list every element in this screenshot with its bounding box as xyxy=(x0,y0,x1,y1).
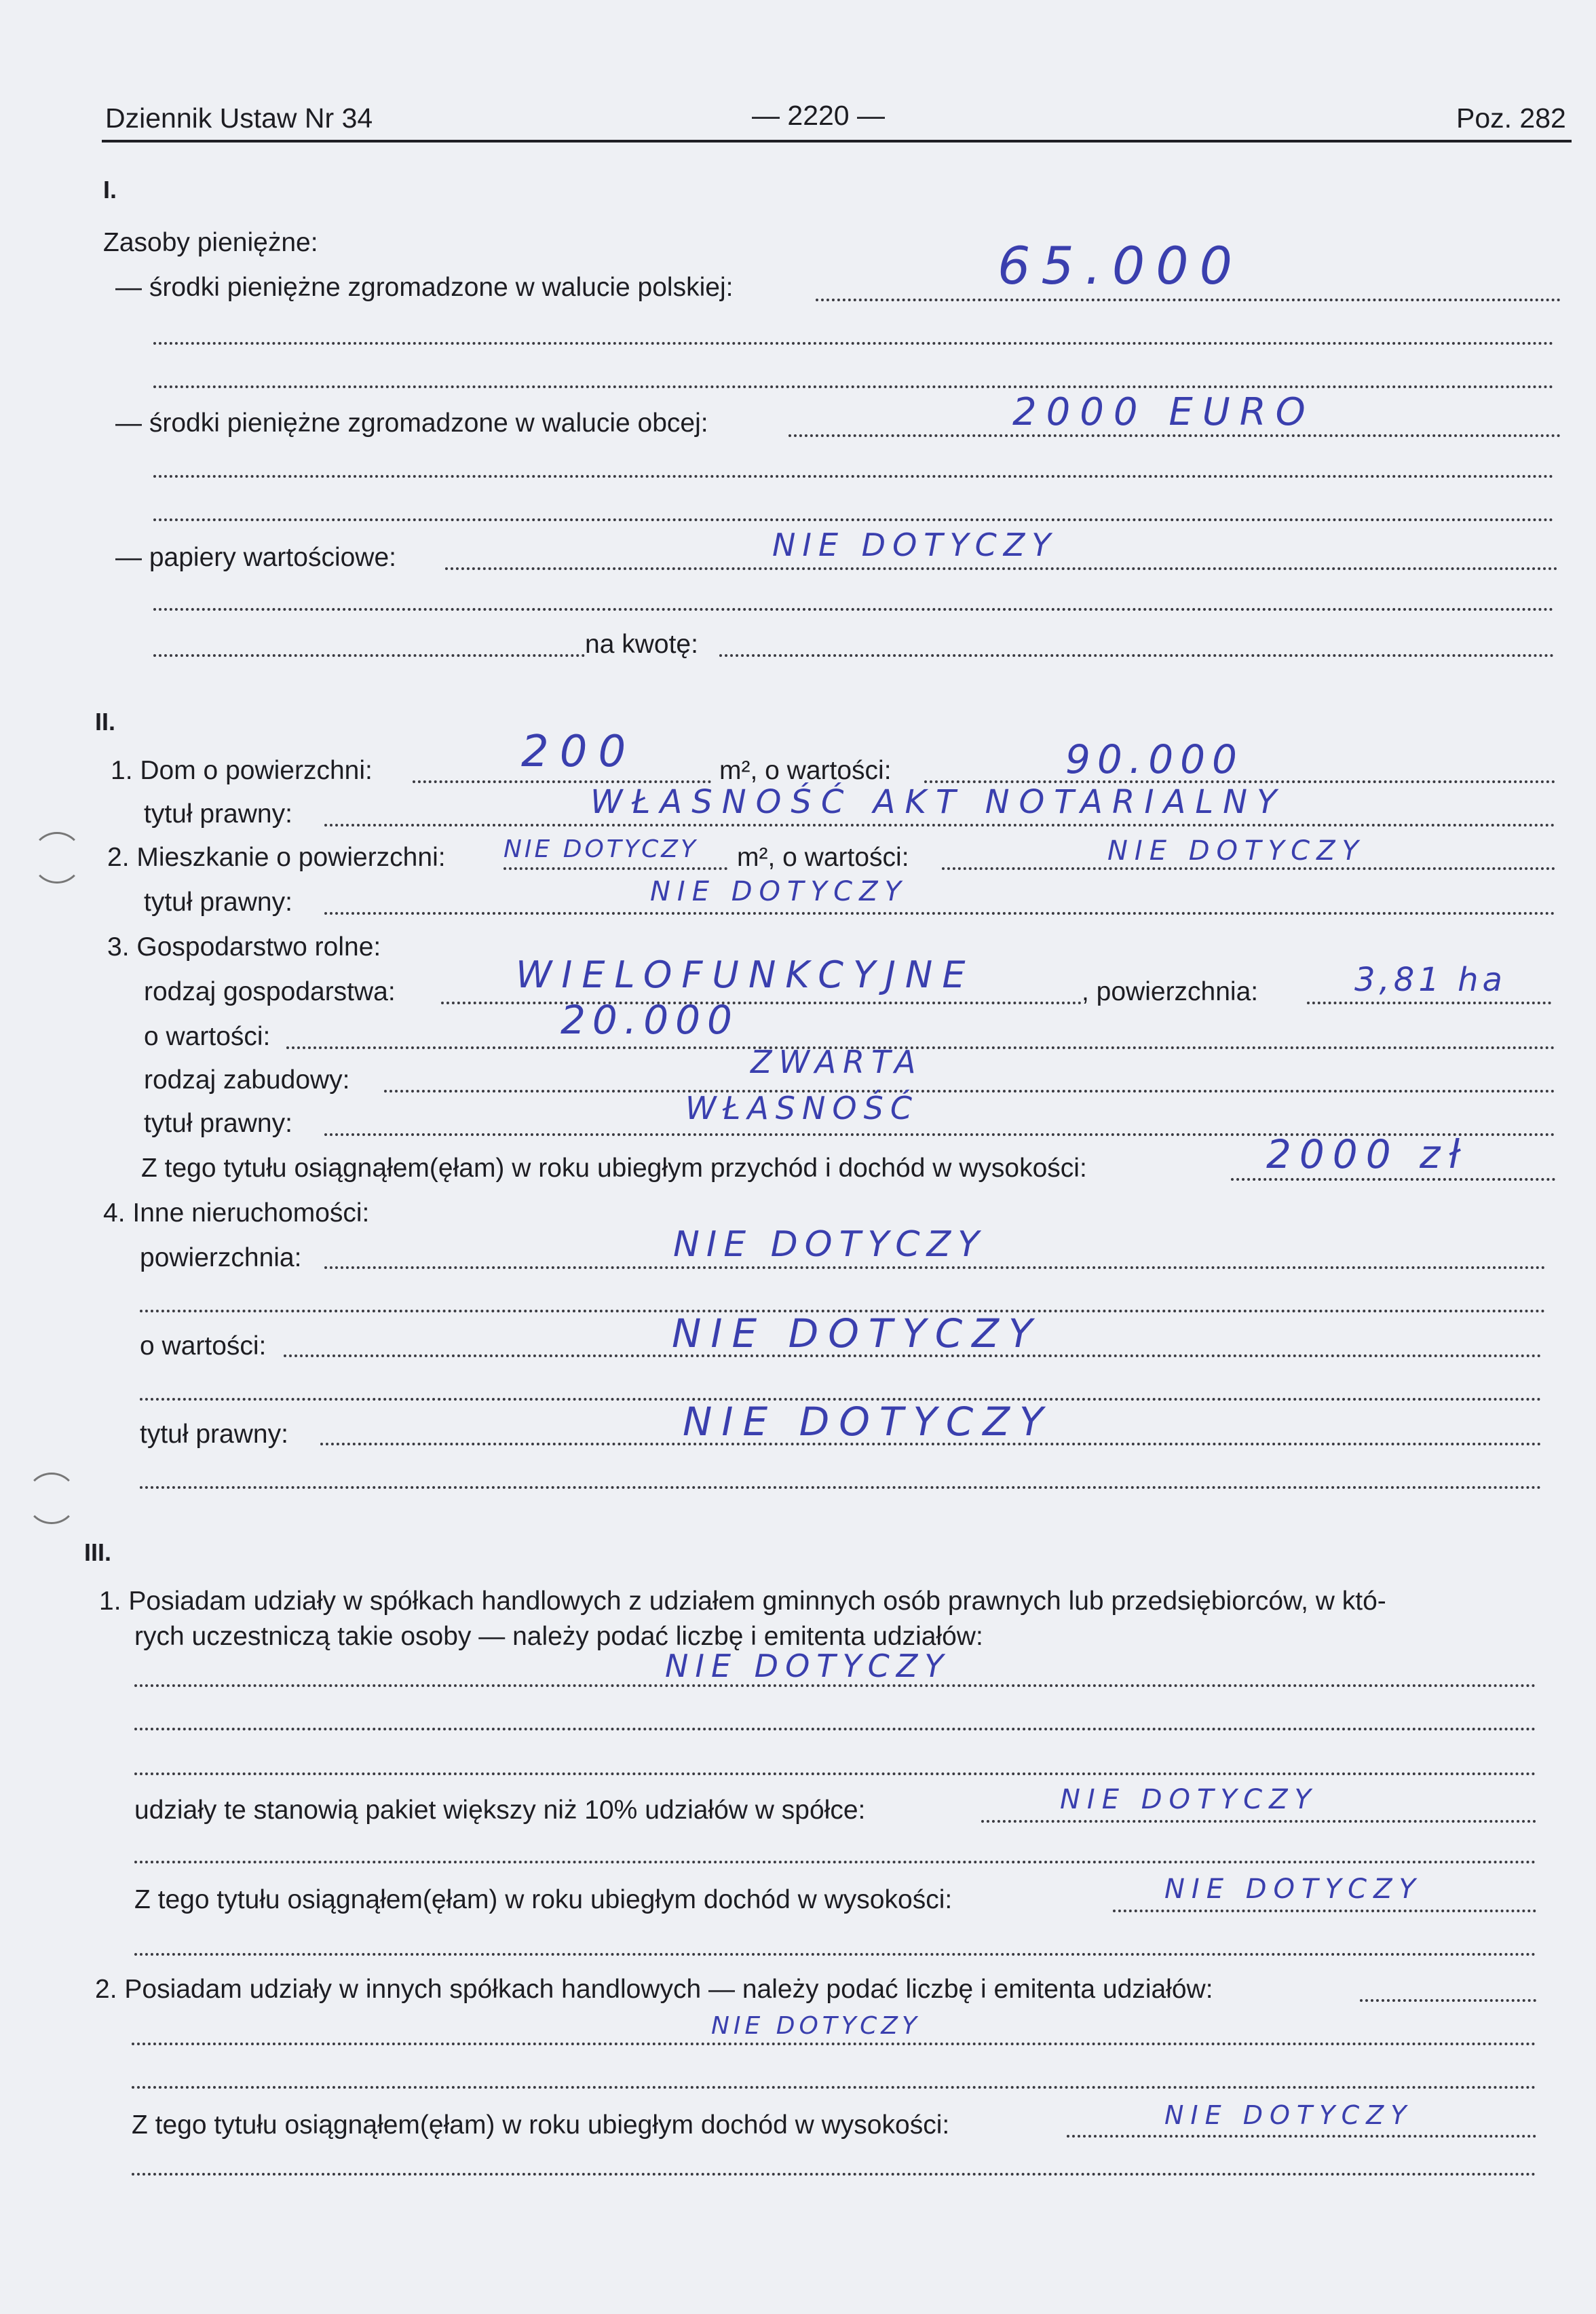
flat-value-label: m², o wartości: xyxy=(737,843,909,872)
other-value-label: o wartości: xyxy=(140,1331,267,1361)
position-number: Poz. 282 xyxy=(1456,102,1566,134)
flat-value: NIE DOTYCZY xyxy=(1107,835,1365,867)
farm-title-label: tytuł prawny: xyxy=(144,1109,292,1138)
farm-area: 3,81 ha xyxy=(1354,961,1506,999)
flat-label: 2. Mieszkanie o powierzchni: xyxy=(107,843,446,872)
fill-line xyxy=(1113,1910,1536,1912)
section-title: Zasoby pieniężne: xyxy=(103,228,318,257)
package-label: udziały te stanowią pakiet większy niż 10% udziałów w spółce: xyxy=(134,1796,866,1825)
shares-label-line1: 1. Posiadam udziały w spółkach handlowych z udziałem gminnych osób prawnych lub przedsiębiorców, w któ- xyxy=(99,1587,1386,1616)
farm-label: 3. Gospodarstwo rolne: xyxy=(107,932,381,962)
journal-title: Dziennik Ustaw Nr 34 xyxy=(105,102,373,134)
fill-line xyxy=(134,1728,1536,1730)
buildings-value: ZWARTA xyxy=(750,1044,923,1080)
fill-line xyxy=(788,434,1561,437)
fill-line xyxy=(324,824,1555,827)
fill-line xyxy=(384,1090,1555,1093)
securities-value: NIE DOTYCZY xyxy=(772,527,1058,563)
farm-value-label: o wartości: xyxy=(144,1022,271,1051)
fill-line xyxy=(134,1861,1536,1863)
fill-line xyxy=(132,2086,1536,2089)
amount-label: na kwotę: xyxy=(585,630,698,659)
punch-hole xyxy=(31,832,83,884)
other-property-label: 4. Inne nieruchomości: xyxy=(103,1198,370,1228)
farm-area-label: , powierzchnia: xyxy=(1082,977,1259,1006)
fill-line xyxy=(153,654,585,657)
flat-area: NIE DOTYCZY xyxy=(504,835,698,863)
flat-title: NIE DOTYCZY xyxy=(650,876,908,907)
farm-title: WŁASNOŚĆ xyxy=(685,1090,919,1126)
flat-title-label: tytuł prawny: xyxy=(144,888,292,917)
fill-line xyxy=(134,1684,1536,1687)
fill-line xyxy=(132,2173,1536,2176)
fill-line xyxy=(134,1772,1536,1775)
shares-label-line2: rych uczestniczą takie osoby — należy podać liczbę i emitenta udziałów: xyxy=(134,1622,983,1651)
section-heading: III. xyxy=(84,1538,112,1566)
page-number: — 2220 — xyxy=(752,100,885,131)
punch-hole xyxy=(26,1473,77,1524)
house-title-label: tytuł prawny: xyxy=(144,799,292,829)
fill-line xyxy=(153,475,1554,478)
other-value: NIE DOTYCZY xyxy=(672,1310,1042,1357)
header-rule xyxy=(102,140,1572,143)
other-income-value: NIE DOTYCZY xyxy=(1164,2100,1413,2130)
other-area-label: powierzchnia: xyxy=(140,1243,302,1272)
section-heading: II. xyxy=(95,708,116,736)
fill-line xyxy=(153,518,1554,521)
other-title-label: tytuł prawny: xyxy=(140,1420,288,1449)
income-value: NIE DOTYCZY xyxy=(1164,1874,1422,1905)
fill-line xyxy=(441,1002,1082,1004)
fill-line xyxy=(134,1953,1536,1956)
fill-line xyxy=(816,299,1561,301)
income-label: Z tego tytułu osiągnąłem(ęłam) w roku ubiegłym dochód w wysokości: xyxy=(134,1885,953,1914)
section-heading: I. xyxy=(103,176,117,204)
foreign-value: 2000 EURO xyxy=(1012,390,1315,434)
house-label: 1. Dom o powierzchni: xyxy=(111,756,373,785)
house-area: 200 xyxy=(521,727,637,777)
fill-line xyxy=(132,2043,1536,2045)
fill-line xyxy=(1360,1999,1536,2002)
farm-type: WIELOFUNKCYJNE xyxy=(516,953,975,996)
fill-line xyxy=(1231,1178,1555,1181)
pln-label: — środki pieniężne zgromadzone w walucie polskiej: xyxy=(115,273,734,302)
fill-line xyxy=(504,867,727,870)
pln-value: 65.000 xyxy=(998,235,1243,296)
fill-line xyxy=(981,1820,1536,1823)
fill-line xyxy=(719,654,1554,657)
farm-income: 2000 zł xyxy=(1266,1131,1468,1177)
other-shares-label: 2. Posiadam udziały w innych spółkach handlowych — należy podać liczbę i emitenta udziałów: xyxy=(95,1975,1213,2004)
fill-line xyxy=(1307,1002,1551,1004)
farm-income-label: Z tego tytułu osiągnąłem(ęłam) w roku ubiegłym przychód i dochód w wysokości: xyxy=(141,1154,1087,1183)
foreign-label: — środki pieniężne zgromadzone w walucie obcej: xyxy=(115,409,708,438)
other-shares-value: NIE DOTYCZY xyxy=(711,2012,921,2040)
fill-line xyxy=(153,385,1554,388)
securities-label: — papiery wartościowe: xyxy=(115,543,396,572)
fill-line xyxy=(324,912,1555,915)
farm-type-label: rodzaj gospodarstwa: xyxy=(144,977,396,1006)
fill-line xyxy=(445,567,1558,570)
shares-value: NIE DOTYCZY xyxy=(665,1648,951,1684)
house-value: 90.000 xyxy=(1065,736,1244,782)
fill-line xyxy=(140,1486,1542,1489)
fill-line xyxy=(1067,2135,1536,2138)
other-income-label: Z tego tytułu osiągnąłem(ęłam) w roku ubiegłym dochód w wysokości: xyxy=(132,2110,950,2140)
fill-line xyxy=(153,342,1554,345)
buildings-label: rodzaj zabudowy: xyxy=(144,1065,350,1095)
fill-line xyxy=(324,1266,1546,1269)
package-value: NIE DOTYCZY xyxy=(1060,1784,1318,1815)
house-value-label: m², o wartości: xyxy=(719,756,892,785)
house-title: WŁASNOŚĆ AKT NOTARIALNY xyxy=(590,783,1287,821)
fill-line xyxy=(942,867,1555,870)
other-area: NIE DOTYCZY xyxy=(673,1224,986,1265)
farm-value: 20.000 xyxy=(560,997,739,1043)
fill-line xyxy=(153,608,1554,611)
other-title: NIE DOTYCZY xyxy=(683,1399,1053,1445)
